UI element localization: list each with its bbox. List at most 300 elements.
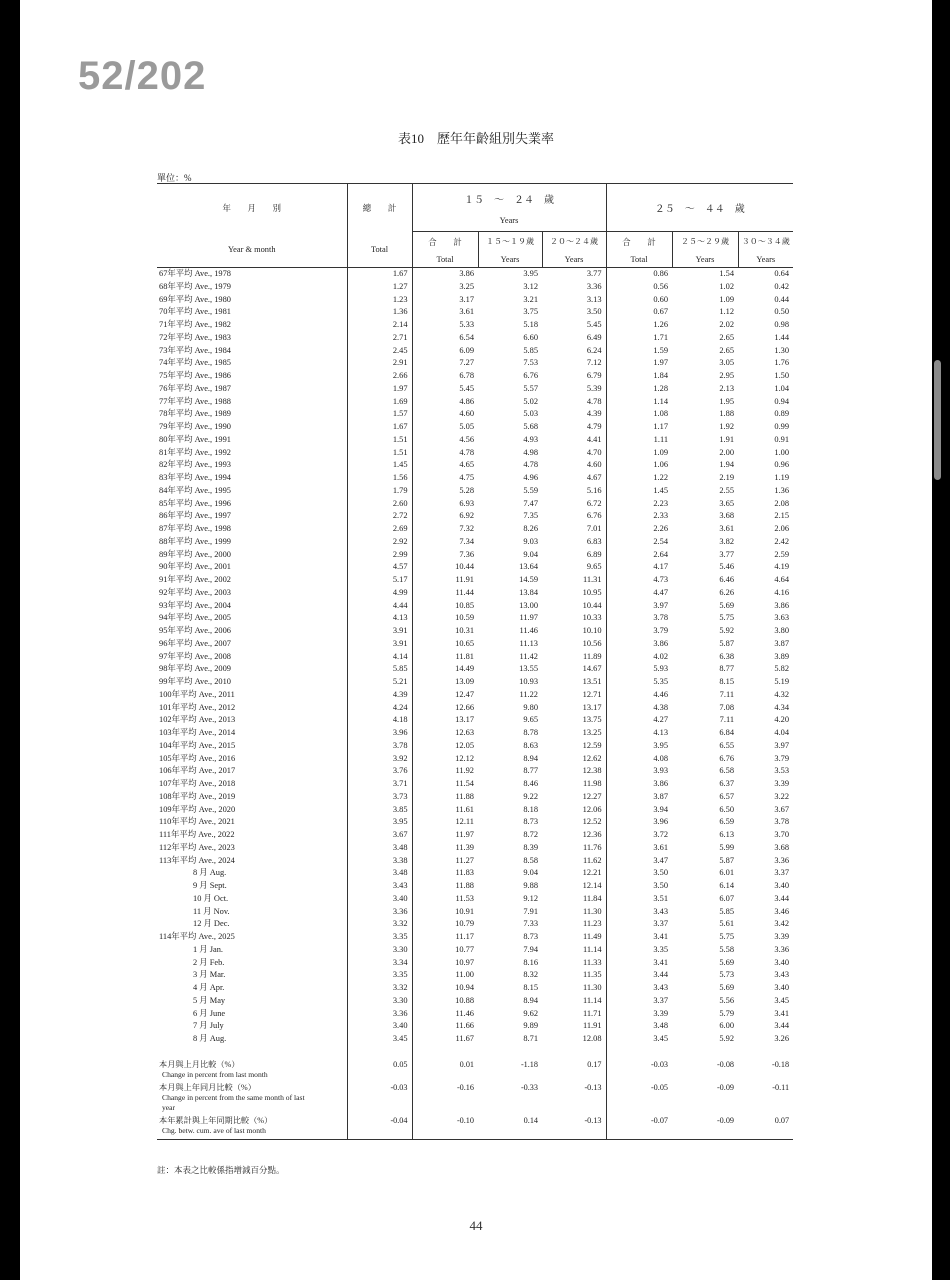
table-row	[157, 421, 793, 434]
cell-value: 8.72	[523, 830, 538, 839]
cell-value: 11.98	[582, 779, 602, 788]
cell-value: 1.76	[774, 358, 790, 368]
cell-value: 4.57	[347, 561, 412, 574]
cell-value: 7.47	[523, 498, 538, 508]
cell-value: 4.13	[347, 612, 412, 625]
table-row	[157, 816, 793, 829]
table-row	[157, 982, 793, 995]
cell-value: 10.85	[412, 600, 478, 613]
data-rows	[157, 268, 793, 1046]
row-label: 4 月 Apr.	[193, 983, 225, 992]
table-row	[157, 370, 793, 383]
row-label: 104年平均 Ave., 2015	[159, 740, 236, 750]
row-label: 76年平均 Ave., 1987	[159, 383, 231, 393]
year-month-header-en: Year & month	[227, 244, 276, 254]
cell-value: 5.73	[719, 970, 735, 980]
total-header-en: Total	[347, 232, 412, 268]
cell-value: 3.25	[412, 281, 478, 294]
cell-value: 5.39	[586, 383, 602, 393]
cell-value: 5.02	[523, 396, 538, 406]
cell-value: 3.40	[347, 1020, 412, 1033]
cell-value: 2.26	[606, 523, 672, 536]
cell-value: 4.13	[606, 727, 672, 740]
year-month-header-zh: 年 月 別	[157, 184, 347, 232]
cell-value: 2.00	[719, 447, 735, 457]
cell-value: 10.93	[519, 677, 538, 686]
cell-value: 3.51	[606, 893, 672, 906]
cell-value: 8.73	[523, 817, 538, 827]
cell-value: 4.16	[774, 587, 790, 597]
cell-value: 3.71	[347, 778, 412, 791]
cell-value: 3.35	[347, 969, 412, 982]
cell-value: 3.38	[347, 855, 412, 868]
cell-value: 3.40	[347, 893, 412, 906]
cell-value: 1.94	[719, 460, 735, 470]
row-label: 68年平均 Ave., 1979	[159, 281, 231, 291]
row-label: 101年平均 Ave., 2012	[159, 702, 236, 712]
cell-value: 3.61	[412, 306, 478, 319]
sub-20-24-en: Years	[542, 252, 606, 268]
cell-value: 3.40	[774, 957, 790, 967]
cell-value: 11.83	[412, 867, 478, 880]
cell-value: 1.28	[606, 383, 672, 396]
comparison-label	[157, 1116, 347, 1140]
cell-value: 4.65	[412, 459, 478, 472]
cell-value: 4.46	[606, 689, 672, 702]
cell-value: 0.89	[774, 409, 790, 419]
comparison-label	[157, 1060, 347, 1083]
comparison-label-zh: 本月與上年同月比較（%）	[159, 1082, 256, 1092]
cell-value: 6.84	[719, 728, 735, 737]
cell-value: 4.20	[774, 715, 790, 725]
cell-value: 6.72	[586, 498, 602, 508]
comparison-row	[157, 1060, 793, 1083]
cell-value: 6.13	[719, 830, 735, 839]
cell-value: 9.12	[523, 893, 538, 903]
cell-value: 3.67	[347, 829, 412, 842]
cell-value: 3.63	[774, 613, 790, 623]
cell-value: 3.79	[774, 753, 790, 763]
cell-value: 5.69	[719, 600, 735, 610]
cell-value: 9.22	[523, 791, 538, 801]
table-row	[157, 447, 793, 460]
cell-value: 3.86	[606, 778, 672, 791]
cell-value: 5.82	[774, 664, 790, 674]
cell-value: 4.14	[347, 651, 412, 664]
cell-value: 9.89	[523, 1021, 538, 1031]
cell-value: 2.99	[347, 549, 412, 562]
cell-value: 5.92	[719, 1034, 735, 1043]
cell-value: 11.35	[582, 970, 602, 980]
cell-value: 3.13	[586, 294, 602, 304]
cell-value: 3.48	[347, 842, 412, 855]
cell-value: 3.37	[774, 868, 790, 878]
comparison-value: -0.08	[716, 1059, 735, 1069]
comparison-value: -0.09	[672, 1116, 738, 1140]
cell-value: 11.91	[412, 574, 478, 587]
table-row	[157, 510, 793, 523]
page-counter: 52/202	[78, 54, 207, 98]
table-row	[157, 714, 793, 727]
cell-value: 7.08	[719, 702, 735, 712]
row-label: 100年平均 Ave., 2011	[159, 689, 235, 699]
cell-value: 6.46	[719, 575, 735, 584]
cell-value: 3.91	[347, 638, 412, 651]
cell-value: 14.67	[582, 664, 602, 674]
cell-value: 11.22	[519, 689, 538, 699]
cell-value: 6.07	[719, 893, 735, 903]
cell-value: 3.75	[523, 307, 538, 317]
table-row	[157, 498, 793, 511]
cell-value: 1.45	[606, 485, 672, 498]
cell-value: 5.87	[719, 855, 735, 865]
cell-value: 4.78	[586, 396, 602, 406]
table-row	[157, 702, 793, 715]
comparison-value: -1.18	[520, 1059, 538, 1069]
comparison-value: 0.14	[478, 1116, 542, 1140]
table-row	[157, 319, 793, 332]
group-15-24-header	[412, 184, 606, 232]
cell-value: 2.55	[719, 485, 735, 495]
table-row	[157, 268, 793, 281]
cell-value: 11.42	[519, 651, 538, 661]
comparison-row	[157, 1083, 793, 1116]
row-label: 1 月 Jan.	[193, 944, 224, 954]
table-row	[157, 727, 793, 740]
row-label: 106年平均 Ave., 2017	[159, 766, 236, 776]
unit-label: 單位：%	[157, 173, 192, 183]
cell-value: 1.27	[347, 281, 412, 294]
row-label: 109年平均 Ave., 2020	[159, 804, 236, 814]
table-row	[157, 804, 793, 817]
cell-value: 12.66	[412, 702, 478, 715]
cell-value: 3.65	[719, 498, 735, 508]
cell-value: 1.59	[606, 345, 672, 358]
sub-15-19-zh: １５～１９歲	[478, 232, 542, 252]
cell-value: 9.88	[523, 881, 538, 890]
cell-value: 1.91	[719, 434, 735, 444]
cell-value: 2.45	[347, 345, 412, 358]
cell-value: 6.76	[586, 511, 602, 521]
cell-value: 2.19	[719, 473, 735, 482]
cell-value: 5.18	[523, 320, 538, 329]
cell-value: 12.71	[582, 689, 602, 699]
cell-value: 0.44	[774, 294, 790, 304]
cell-value: 6.76	[719, 753, 735, 763]
cell-value: 1.04	[774, 383, 790, 393]
row-label: 95年平均 Ave., 2006	[159, 626, 231, 635]
cell-value: 10.10	[582, 626, 602, 635]
cell-value: 9.04	[523, 549, 538, 559]
table-row	[157, 918, 793, 931]
cell-value: 4.78	[412, 447, 478, 460]
row-label: 74年平均 Ave., 1985	[159, 358, 231, 368]
cell-value: 2.91	[347, 357, 412, 370]
cell-value: 3.78	[606, 612, 672, 625]
cell-value: 3.76	[347, 765, 412, 778]
cell-value: 6.01	[719, 868, 735, 878]
table-row	[157, 306, 793, 319]
cell-value: 9.80	[523, 702, 538, 712]
table-row	[157, 842, 793, 855]
group-15-24-en: Years	[499, 215, 519, 225]
cell-value: 8.18	[523, 804, 538, 814]
cell-value: 4.99	[347, 587, 412, 600]
row-label: 73年平均 Ave., 1984	[159, 345, 231, 355]
row-label: 78年平均 Ave., 1989	[159, 409, 231, 419]
cell-value: 12.14	[582, 881, 602, 890]
comparison-label-en: Change in percent from last month	[162, 1069, 268, 1079]
cell-value: 7.35	[523, 511, 538, 521]
cell-value: 11.17	[412, 931, 478, 944]
cell-value: 4.67	[586, 473, 602, 482]
comparison-value: -0.16	[412, 1083, 478, 1116]
cell-value: 1.50	[774, 371, 790, 380]
comparison-value: 0.01	[412, 1060, 478, 1083]
cell-value: 3.36	[774, 855, 790, 865]
cell-value: 3.40	[774, 983, 790, 992]
cell-value: 14.59	[519, 575, 538, 584]
table-row	[157, 676, 793, 689]
table-title: 表10 歷年年齡組別失業率	[397, 131, 554, 146]
sub-total-25-44-en: Total	[606, 252, 672, 268]
cell-value: 1.11	[606, 434, 672, 447]
cell-value: 11.89	[582, 651, 602, 661]
cell-value: 6.76	[523, 371, 538, 380]
cell-value: 4.70	[586, 447, 602, 457]
cell-value: 3.43	[606, 906, 672, 919]
row-label: 93年平均 Ave., 2004	[159, 600, 231, 610]
cell-value: 2.92	[347, 536, 412, 549]
cell-value: 3.87	[774, 638, 790, 648]
sub-15-19-en: Years	[478, 252, 542, 268]
cell-value: 3.37	[606, 995, 672, 1008]
cell-value: 11.46	[519, 626, 538, 635]
cell-value: 2.64	[606, 549, 672, 562]
cell-value: 2.66	[347, 370, 412, 383]
cell-value: 3.96	[347, 727, 412, 740]
cell-value: 2.33	[606, 510, 672, 523]
comparison-value: -0.09	[716, 1082, 735, 1092]
cell-value: 0.42	[774, 281, 790, 291]
row-label: 9 月 Sept.	[193, 881, 227, 890]
cell-value: 3.95	[606, 740, 672, 753]
cell-value: 4.24	[347, 702, 412, 715]
cell-value: 3.72	[606, 829, 672, 842]
cell-value: 4.75	[412, 472, 478, 485]
cell-value: 1.71	[606, 332, 672, 345]
cell-value: 11.91	[582, 1021, 602, 1031]
cell-value: 5.92	[719, 626, 735, 635]
row-label: 71年平均 Ave., 1982	[159, 320, 231, 329]
cell-value: 3.36	[347, 906, 412, 919]
table-row	[157, 931, 793, 944]
comparison-label-en: Chg. betw. cum. ave of last month	[162, 1125, 266, 1135]
comparison-value: -0.05	[606, 1083, 672, 1116]
cell-value: 1.97	[347, 383, 412, 396]
cell-value: 5.45	[586, 320, 602, 329]
cell-value: 4.17	[606, 561, 672, 574]
cell-value: 3.36	[347, 1008, 412, 1021]
comparison-rows	[157, 1046, 793, 1140]
table-row	[157, 612, 793, 625]
cell-value: 11.23	[582, 919, 602, 929]
cell-value: 4.86	[412, 396, 478, 409]
cell-value: 11.88	[412, 880, 478, 893]
cell-value: 5.21	[347, 676, 412, 689]
cell-value: 4.41	[586, 434, 602, 444]
cell-value: 7.12	[586, 358, 602, 368]
row-label: 83年平均 Ave., 1994	[159, 473, 231, 482]
cell-value: 3.36	[586, 281, 602, 291]
table-row	[157, 357, 793, 370]
cell-value: 5.93	[606, 663, 672, 676]
comparison-value: -0.10	[412, 1116, 478, 1140]
cell-value: 6.55	[719, 740, 735, 750]
cell-value: 3.89	[774, 651, 790, 661]
cell-value: 6.50	[719, 804, 735, 814]
cell-value: 5.19	[774, 677, 790, 686]
row-label: 91年平均 Ave., 2002	[159, 575, 231, 584]
cell-value: 5.05	[412, 421, 478, 434]
cell-value: 3.53	[774, 766, 790, 776]
cell-value: 5.99	[719, 842, 735, 852]
cell-value: 13.00	[519, 600, 538, 610]
cell-value: 0.94	[774, 396, 790, 406]
cell-value: 3.45	[347, 1033, 412, 1046]
cell-value: 3.77	[542, 268, 606, 281]
cell-value: 6.26	[719, 587, 735, 597]
row-label: 105年平均 Ave., 2016	[159, 753, 236, 763]
table-row	[157, 753, 793, 766]
cell-value: 13.55	[519, 664, 538, 674]
table-row	[157, 651, 793, 664]
cell-value: 6.00	[719, 1021, 735, 1031]
cell-value: 6.49	[586, 332, 602, 342]
row-label: 96年平均 Ave., 2007	[159, 638, 231, 648]
cell-value: 3.78	[774, 817, 790, 827]
cell-value: 3.61	[719, 524, 735, 533]
cell-value: 2.65	[719, 332, 735, 342]
cell-value: 4.04	[774, 728, 790, 737]
cell-value: 2.42	[774, 536, 790, 546]
cell-value: 12.38	[582, 766, 602, 776]
cell-value: 6.58	[719, 766, 735, 776]
cell-value: 4.47	[606, 587, 672, 600]
cell-value: 11.13	[519, 638, 538, 648]
cell-value: 10.79	[412, 918, 478, 931]
row-label: 84年平均 Ave., 1995	[159, 485, 231, 495]
cell-value: 3.73	[347, 791, 412, 804]
cell-value: 11.27	[412, 855, 478, 868]
cell-value: 9.65	[586, 562, 602, 572]
table-row	[157, 944, 793, 957]
cell-value: 1.54	[672, 268, 738, 281]
cell-value: 8.63	[523, 740, 538, 750]
cell-value: 11.71	[582, 1008, 602, 1018]
cell-value: 0.91	[774, 434, 790, 444]
cell-value: 2.02	[719, 320, 735, 329]
cell-value: 2.71	[347, 332, 412, 345]
cell-value: 1.51	[347, 447, 412, 460]
cell-value: 11.00	[412, 969, 478, 982]
cell-value: 2.59	[774, 549, 790, 559]
cell-value: 10.88	[412, 995, 478, 1008]
table-row	[157, 765, 793, 778]
cell-value: 4.60	[412, 408, 478, 421]
cell-value: 7.53	[523, 358, 538, 368]
cell-value: 8.16	[523, 957, 538, 967]
table-row	[157, 829, 793, 842]
cell-value: 5.69	[719, 957, 735, 967]
row-label: 70年平均 Ave., 1981	[159, 307, 231, 317]
row-label: 8 月 Aug.	[193, 1034, 227, 1043]
cell-value: 12.06	[582, 804, 602, 814]
cell-value: 1.79	[347, 485, 412, 498]
comparison-row	[157, 1116, 793, 1140]
cell-value: 1.02	[719, 281, 735, 291]
cell-value: 7.11	[719, 715, 735, 725]
cell-value: 7.34	[412, 536, 478, 549]
scrollbar[interactable]	[934, 360, 941, 480]
cell-value: 3.34	[347, 957, 412, 970]
cell-value: 4.02	[606, 651, 672, 664]
cell-value: 13.51	[582, 677, 602, 686]
cell-value: 6.59	[719, 817, 735, 827]
cell-value: 6.54	[412, 332, 478, 345]
row-label: 69年平均 Ave., 1980	[159, 294, 231, 304]
cell-value: 10.65	[412, 638, 478, 651]
cell-value: 8.58	[523, 855, 538, 865]
comparison-value: 0.05	[347, 1060, 412, 1083]
cell-value: 4.96	[523, 473, 538, 482]
cell-value: 3.42	[774, 919, 790, 929]
cell-value: 10.91	[412, 906, 478, 919]
cell-value: 4.08	[606, 753, 672, 766]
cell-value: 5.35	[606, 676, 672, 689]
cell-value: 3.44	[774, 893, 790, 903]
cell-value: 1.95	[719, 396, 735, 406]
table-row	[157, 778, 793, 791]
cell-value: 13.75	[582, 715, 602, 725]
cell-value: 3.32	[347, 982, 412, 995]
table-row	[157, 434, 793, 447]
sub-total-15-24-zh: 合 計	[412, 232, 478, 252]
cell-value: 8.26	[523, 524, 538, 533]
cell-value: 3.70	[774, 830, 790, 839]
cell-value: 9.04	[523, 868, 538, 878]
comparison-value: -0.13	[584, 1082, 602, 1092]
cell-value: 3.61	[606, 842, 672, 855]
row-label: 90年平均 Ave., 2001	[159, 562, 231, 572]
table-row	[157, 689, 793, 702]
sub-30-34-en: Years	[738, 252, 793, 268]
table-row	[157, 383, 793, 396]
total-header-zh: 總 計	[347, 184, 412, 232]
cell-value: 3.39	[774, 932, 790, 941]
cell-value: 14.49	[412, 663, 478, 676]
cell-value: 13.17	[582, 702, 602, 712]
cell-value: 3.68	[774, 842, 790, 852]
cell-value: 8.77	[719, 664, 735, 674]
row-label: 7 月 July	[193, 1021, 224, 1031]
cell-value: 10.77	[412, 944, 478, 957]
row-label: 77年平均 Ave., 1988	[159, 396, 231, 406]
cell-value: 7.32	[412, 523, 478, 536]
row-label: 5 月 May	[193, 995, 226, 1005]
cell-value: 2.15	[774, 511, 790, 521]
table-row	[157, 600, 793, 613]
